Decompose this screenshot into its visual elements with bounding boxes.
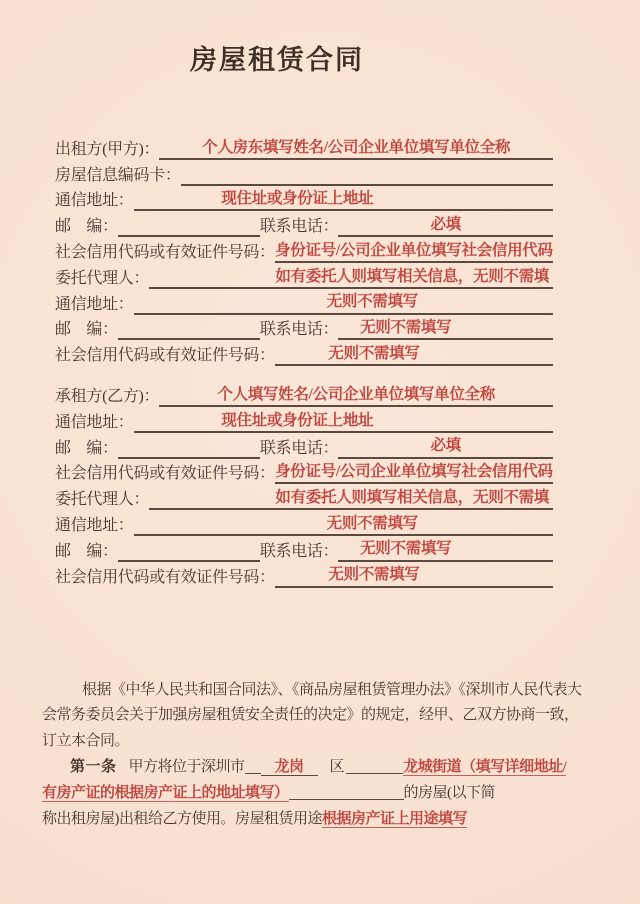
form-row [55,211,553,237]
field-label: 通信地址： [55,516,134,534]
fill-hint: 无则不需填写 [360,319,452,337]
fill-line [338,320,553,340]
fill-hint: 无则不需填写 [328,566,420,584]
field-label: 邮 编： [55,542,118,560]
field-label: 通信地址： [55,295,134,313]
preamble-line: 订立本合同。 [42,733,130,750]
fill-hint: 无则不需填写 [326,293,418,311]
field-label: 出租方(甲方)： [55,140,160,158]
fill-line [275,567,553,587]
fill-hint: 现住址或身份证上地址 [221,190,374,208]
fill-line [118,233,260,237]
fill-line [275,243,553,263]
fill-line [275,346,553,366]
field-label: 通信地址： [55,413,134,431]
field-label: 房屋信息编码卡： [55,166,181,184]
fill-line [118,455,260,459]
fill-hint: 如有委托人则填写相关信息，无则不需填 [275,488,549,506]
fill-hint: 无则不需填写 [360,540,452,558]
fill-line [159,387,553,407]
field-label: 联系电话： [259,321,339,339]
fill-hint: 无则不需填写 [326,514,418,532]
fill-line [181,182,553,186]
field-label: 社会信用代码或有效证件号码： [55,347,275,365]
party-b-section [0,381,640,587]
form-row [55,160,553,186]
street-fill: 龙城街道（填写详细地址/ [403,758,567,775]
field-label: 联系电话： [259,439,339,457]
fill-line [134,516,553,536]
fill-line [338,217,553,237]
form-row [55,289,553,315]
field-label: 邮 编： [55,321,118,339]
field-label: 社会信用代码或有效证件号码： [55,465,275,483]
usage-fill: 根据房产证上用途填写 [322,810,468,827]
street-fill: 有房产证的根据房产证上的地址填写） [42,784,289,801]
form-row [55,510,553,536]
field-label: 联系电话： [259,218,339,236]
field-label: 委托代理人： [55,491,150,509]
fill-line [149,490,553,510]
inline-fill-blank [346,772,403,774]
fill-hint: 必填 [430,437,461,455]
fill-line [338,438,553,458]
page-title: 房屋租赁合同 [190,45,364,75]
clause-number: 第一条 [70,758,117,775]
fill-hint: 个人房东填写姓名/公司企业单位填写单位全称 [202,138,511,156]
fill-line [134,413,553,433]
form-row [55,381,553,407]
field-label: 承租方(乙方)： [55,387,160,405]
fill-hint: 必填 [430,215,461,233]
form-row [55,237,553,263]
fill-line [275,464,553,484]
field-label: 邮 编： [55,218,118,236]
field-label: 委托代理人： [55,269,150,287]
field-label: 联系电话： [259,542,339,560]
fill-hint: 身份证号/公司企业单位填写社会信用代码 [275,463,553,481]
form-row [55,484,553,510]
form-row [55,263,553,289]
fill-line [134,294,553,314]
fill-line [118,336,260,340]
district-fill: 龙岗 [261,759,318,776]
fill-hint: 现住址或身份证上地址 [221,411,374,429]
form-row [55,536,553,562]
form-row [55,433,553,459]
fill-hint: 个人填写姓名/公司企业单位填写单位全称 [217,385,495,403]
fill-line [149,269,553,289]
fill-line [134,191,553,211]
form-row [55,459,553,485]
inline-fill-blank [245,772,261,774]
field-label: 社会信用代码或有效证件号码： [55,243,275,261]
fill-line [118,558,260,562]
clause-text: 的房屋(以下简 [403,784,496,801]
fill-hint: 无则不需填写 [328,344,420,362]
clause-1-line [42,755,592,781]
fill-line [159,140,553,160]
fill-hint: 身份证号/公司企业单位填写社会信用代码 [275,241,553,259]
form-row [55,562,553,588]
fill-line [338,541,553,561]
clause-text: 称出租房屋)出租给乙方使用。房屋租赁用途 [42,810,322,827]
party-a-section [0,134,640,366]
clause-1-line [42,781,592,807]
clause-text: 区 [329,758,345,775]
inline-fill-blank [289,798,404,800]
field-label: 通信地址： [55,192,134,210]
clause-text: 甲方将位于深圳市 [128,758,245,775]
preamble-line: 根据《中华人民共和国合同法》、《商品房屋租赁管理办法》《深圳市人民代表大 [82,681,582,698]
preamble-line: 会常务委员会关于加强房屋租赁安全责任的决定》的规定，经甲、乙双方协商一致， [42,707,579,724]
form-row [55,407,553,433]
fill-hint: 如有委托人则填写相关信息，无则不需填 [275,267,549,285]
field-label: 邮 编： [55,439,118,457]
form-row [55,315,553,341]
contract-body-text [0,678,640,833]
clause-1-line [42,807,592,833]
form-row [55,186,553,212]
form-row [55,134,553,160]
form-row [55,340,553,366]
field-label: 社会信用代码或有效证件号码： [55,568,275,586]
